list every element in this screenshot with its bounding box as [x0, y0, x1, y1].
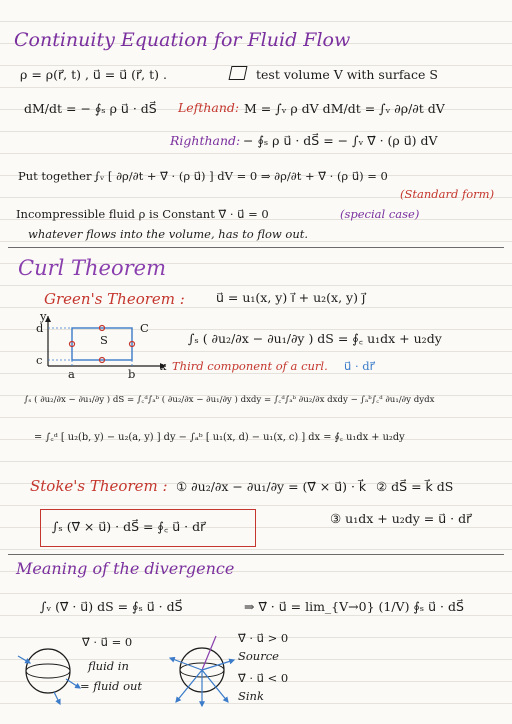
- divergence-limit-equation: ⇒ ∇⃗ · u⃗ = lim_{V→0} (1/V) ∮ₛ u⃗ · dS⃗: [244, 599, 464, 614]
- section-divider: [8, 247, 504, 248]
- positive-divergence-label: ∇⃗ · u⃗ > 0: [238, 631, 289, 645]
- test-volume-text: test volume V with surface S: [256, 67, 438, 82]
- fig-c-label: c: [36, 353, 43, 367]
- fig-S-label: S: [100, 333, 108, 347]
- fluid-in-label: fluid in: [88, 659, 129, 673]
- greens-theorem-heading: Green's Theorem :: [44, 290, 185, 308]
- continuity-equation: ∫ᵥ [ ∂ρ/∂t + ∇⃗ · (ρ u⃗) ] dV = 0 ⇒ ∂ρ/∂t + ∇⃗ · (ρ u⃗) = 0: [94, 169, 388, 183]
- stokes-point-1: ① ∂u₂/∂x − ∂u₁/∂y = (∇⃗ × u⃗) · k⃗: [176, 479, 367, 494]
- fig-x-label: x: [160, 359, 167, 373]
- fig-d-label: d: [36, 321, 44, 335]
- mass-rate-equation: dM/dt = − ∮ₛ ρ u⃗ · dS⃗: [24, 101, 157, 116]
- stokes-theorem-equation: ∫ₛ (∇⃗ × u⃗) · dS⃗ = ∮꜀ u⃗ · dr⃗: [52, 519, 206, 534]
- fig-y-label: y: [40, 309, 47, 323]
- stokes-point-2: ② dS⃗ = k⃗ dS: [376, 479, 454, 494]
- righthand-equation: − ∮ₛ ρ u⃗ · dS⃗ = − ∫ᵥ ∇⃗ · (ρ u⃗) dV: [243, 133, 438, 148]
- divergence-integral-equation: ∫ᵥ (∇⃗ · u⃗) dS = ∮ₛ u⃗ · dS⃗: [40, 599, 183, 614]
- lefthand-equation: M = ∫ᵥ ρ dV dM/dt = ∫ᵥ ∂ρ/∂t dV: [244, 101, 445, 116]
- fig-a-label: a: [68, 367, 75, 381]
- section-divider-2: [8, 554, 504, 555]
- whatever-flows-note: whatever flows into the volume, has to flow out.: [28, 227, 309, 241]
- greens-theorem-equation: ∫ₛ ( ∂u₂/∂x − ∂u₁/∂y ) dS = ∮꜀ u₁dx + u₂dy: [188, 331, 442, 346]
- density-velocity-definition: ρ = ρ(r⃗, t) , u⃗ = u⃗ (r⃗, t) .: [20, 67, 167, 82]
- cube-icon: [229, 66, 248, 80]
- greens-derivation-line-1: ∫ₛ ( ∂u₂/∂x − ∂u₁/∂y ) dS = ∫꜀ᵈ∫ₐᵇ ( ∂u₂/∂x − ∂u₁/∂y ) dxdy = ∫꜀ᵈ∫ₐᵇ ∂u₂/∂x dxdy − ∫ₐᵇ∫꜀ᵈ ∂u₁/∂y dydx: [24, 395, 435, 405]
- source-label: Source: [238, 649, 279, 663]
- put-together-label: Put together :: [18, 169, 99, 183]
- greens-derivation-line-2: = ∫꜀ᵈ [ u₂(b, y) − u₂(a, y) ] dy − ∫ₐᵇ [ u₁(x, d) − u₁(x, c) ] dx = ∮꜀ u₁dx + u₂dy: [34, 432, 405, 443]
- special-case-note: (special case): [340, 207, 420, 221]
- fluid-out-label: = fluid out: [80, 679, 143, 693]
- third-component-note: Third component of a curl.: [172, 359, 328, 373]
- righthand-label: Righthand:: [170, 133, 241, 148]
- sphere-source-sketch: [166, 630, 238, 708]
- sink-label: Sink: [238, 689, 264, 703]
- section-title-curl: Curl Theorem: [18, 256, 167, 280]
- standard-form-note: (Standard form): [400, 187, 495, 201]
- zero-divergence-label: ∇⃗ · u⃗ = 0: [82, 635, 133, 649]
- stokes-point-3: ③ u₁dx + u₂dy = u⃗ · dr⃗: [330, 511, 472, 526]
- lefthand-label: Lefthand:: [178, 100, 240, 115]
- stokes-theorem-heading: Stoke's Theorem :: [30, 477, 168, 495]
- incompressible-statement: Incompressible fluid ρ is Constant ∇⃗ · u⃗ = 0: [16, 207, 269, 221]
- fig-C-label: C: [140, 321, 149, 335]
- u-dot-dr-note: u⃗ · dr⃗: [344, 359, 375, 373]
- section-title-continuity: Continuity Equation for Fluid Flow: [14, 29, 351, 51]
- negative-divergence-label: ∇⃗ · u⃗ < 0: [238, 671, 289, 685]
- sphere-zero-divergence-sketch: [14, 636, 84, 706]
- u-vector-definition: u⃗ = u₁(x, y) i⃗ + u₂(x, y) j⃗: [216, 290, 366, 305]
- fig-b-label: b: [128, 367, 136, 381]
- section-title-divergence: Meaning of the divergence: [16, 559, 235, 578]
